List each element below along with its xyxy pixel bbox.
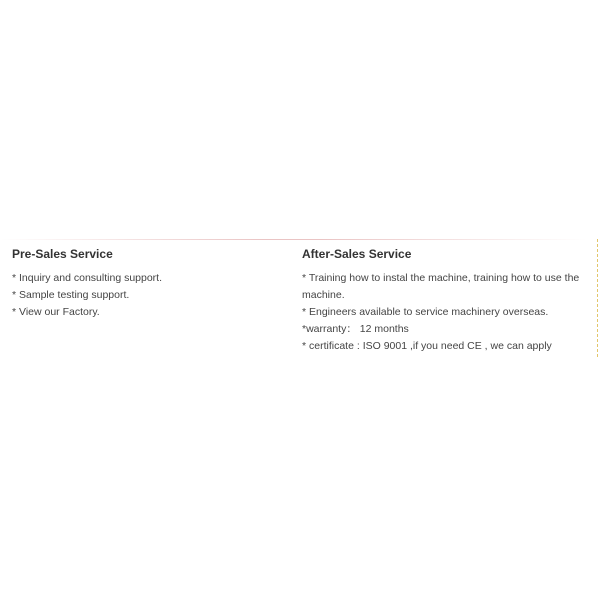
pre-sales-section [12, 246, 282, 321]
after-sales-item-certificate: * certificate : ISO 9001 ,if you need CE , we can apply [302, 340, 552, 352]
dotted-border [597, 239, 598, 357]
pre-sales-title: Pre-Sales Service [12, 247, 113, 261]
after-sales-list [302, 270, 588, 355]
pre-sales-item-sample-testing: * Sample testing support. [12, 289, 130, 301]
section-divider [0, 239, 586, 240]
pre-sales-item-factory: * View our Factory. [12, 306, 100, 318]
pre-sales-item-inquiry: * Inquiry and consulting support. [12, 272, 163, 284]
pre-sales-list [12, 270, 282, 321]
after-sales-section [302, 246, 588, 355]
after-sales-item-training: * Training how to instal the machine, training how to use the machine. [302, 272, 580, 301]
after-sales-item-warranty: *warranty： 12 months [302, 323, 409, 335]
after-sales-title: After-Sales Service [302, 247, 412, 261]
after-sales-item-engineers: * Engineers available to service machinery overseas. [302, 306, 549, 318]
